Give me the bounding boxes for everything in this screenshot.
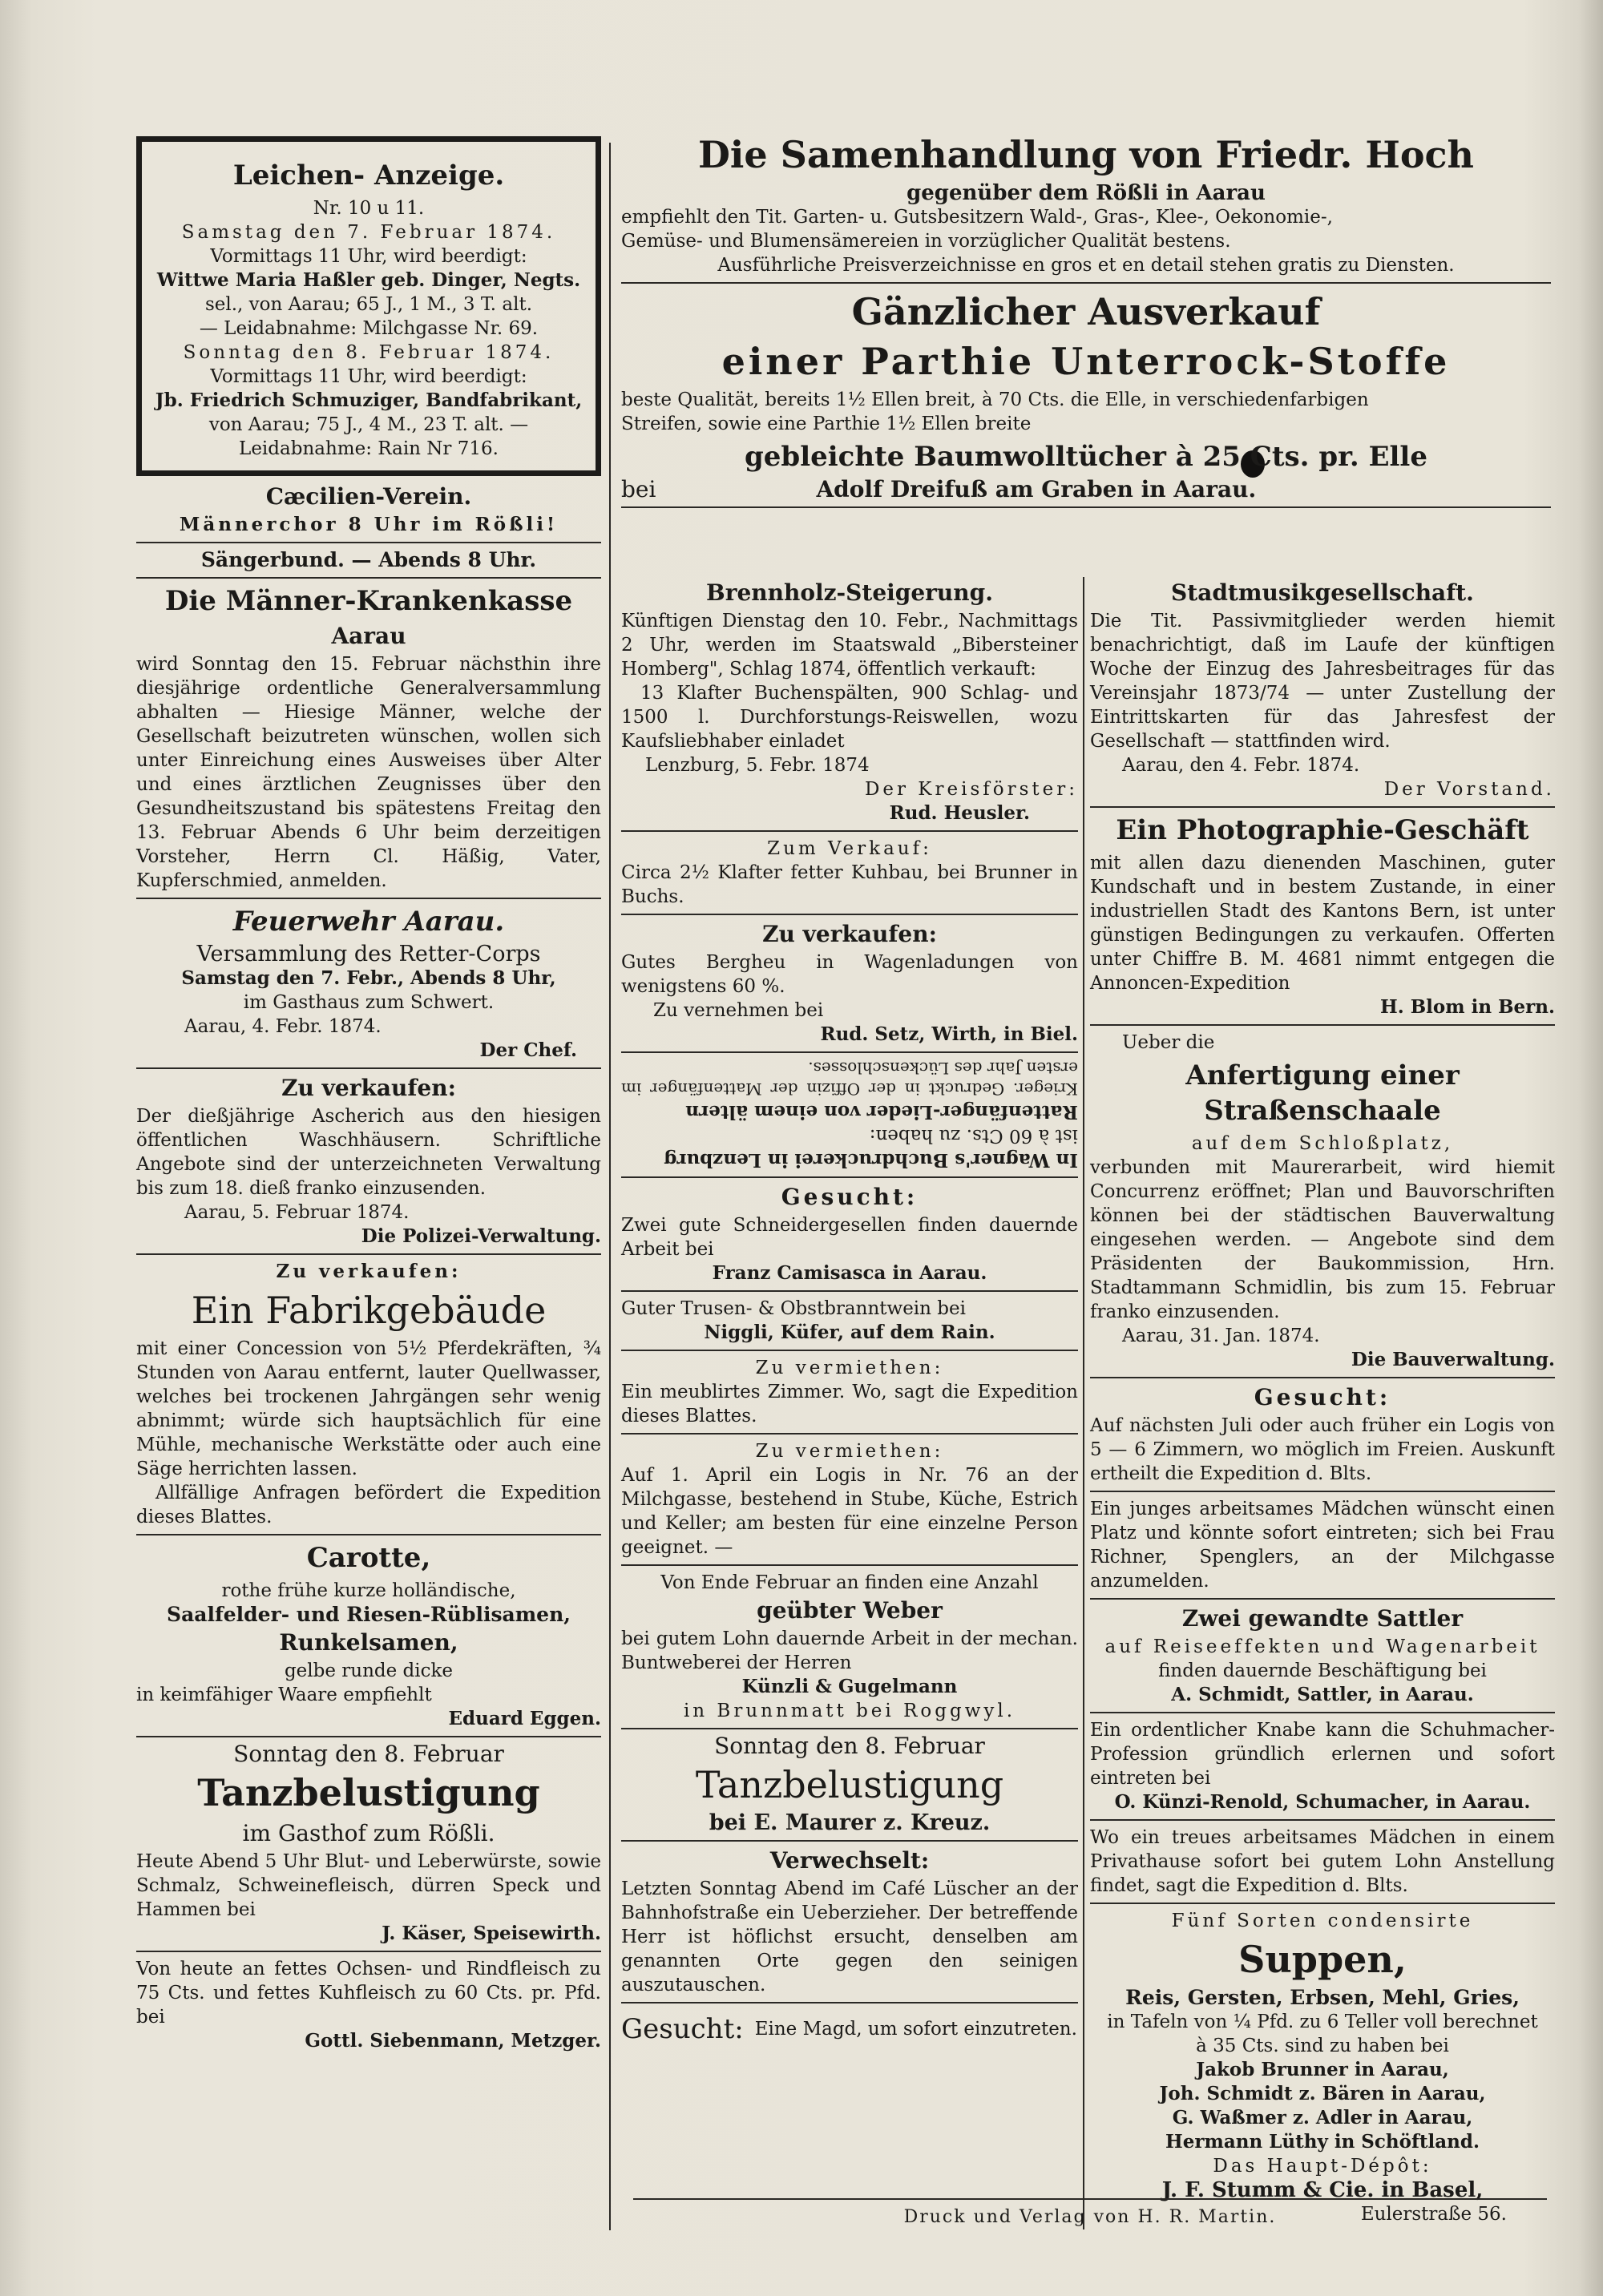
logis-ad — [621, 1439, 1078, 1560]
ausverkauf-title-1: Gänzlicher Ausverkauf — [851, 290, 1321, 333]
bergheu-signature: Rud. Setz, Wirth, in Biel. — [820, 1023, 1078, 1045]
tanz-kreuz-title: Tanzbelustigung — [695, 1763, 1004, 1806]
kuhbau-text: Circa 2½ Klafter fetter Kuhbau, bei Brunner in Buchs. — [621, 862, 1078, 907]
ascherich-date: Aarau, 5. Februar 1874. — [184, 1202, 410, 1223]
feuerwehr-line-2: Samstag den 7. Febr., Abends 8 Uhr, — [181, 967, 556, 989]
brennholz-date: Lenzburg, 5. Febr. 1874 — [645, 755, 870, 776]
funeral-date-2: Sonntag den 8. Februar 1874. — [183, 342, 555, 363]
feuerwehr-signature: Der Chef. — [479, 1039, 577, 1061]
treues-text: Wo ein treues arbeitsames Mädchen in einem Privathause sofort bei gutem Lohn Anstellung findet, sagt die Expedition d. Blts. — [1090, 1827, 1555, 1896]
suppen-address: Eulerstraße 56. — [1360, 2204, 1507, 2225]
top-wide-section — [621, 128, 1551, 513]
suppen-line-2: in Tafeln von ¼ Pfd. zu 6 Teller voll berechnet — [1107, 2012, 1538, 2032]
kuhbau-ad — [621, 837, 1078, 909]
sattler-line-2: finden dauernde Beschäftigung bei — [1158, 1660, 1487, 1681]
column-middle — [621, 577, 1078, 2053]
kuhbau-title: Zum Verkauf: — [767, 838, 932, 859]
gesucht-schneider-ad — [621, 1183, 1078, 1285]
zimmer-ad — [621, 1356, 1078, 1428]
suppen-seller-1: Jakob Brunner in Aarau, — [1196, 2059, 1449, 2080]
feuerwehr-line-1: Versammlung des Retter-Corps — [196, 942, 541, 966]
tanz-kreuz-location: bei E. Maurer z. Kreuz. — [709, 1810, 991, 1835]
maedchen-ad — [1090, 1497, 1555, 1593]
imprint: Druck und Verlag von H. R. Martin. — [903, 2207, 1277, 2227]
photo-text: mit allen dazu dienenden Maschinen, guter Kundschaft und in bestem Zustande, in einer industriellen Stadt des Kantons Bern, ist unter günstigen Bedingungen zu verkaufen. Offerten unter Chiffre B. M. 4681 nimmt entgegen die Annoncen-Expedition — [1090, 853, 1555, 994]
weber-line-1: Von Ende Februar an finden eine Anzahl — [660, 1572, 1039, 1593]
gesucht-schneider-title: Gesucht: — [781, 1184, 919, 1210]
knabe-ad — [1090, 1718, 1555, 1814]
ochsen-text: Von heute an fettes Ochsen- und Rindfleisch zu 75 Cts. und fettes Kuhfleisch zu 60 Cts. pr. Pfd. bei — [136, 1959, 601, 2028]
caecilien-title: Cæcilien-Verein. — [265, 483, 472, 510]
wagner-line-2: ist à 60 Cts. zu haben: — [869, 1125, 1078, 1146]
fabrik-ad — [136, 1260, 601, 1529]
brennholz-ad — [621, 579, 1078, 825]
ausverkauf-line-3 — [621, 478, 1551, 502]
photo-title: Ein Photographie-Geschäft — [1116, 814, 1529, 846]
strasse-pre: Ueber die — [1122, 1032, 1215, 1053]
wagner-line-3: Rattenfänger-Lieder von einem ältern — [685, 1101, 1078, 1123]
weber-line-2: bei gutem Lohn dauernde Arbeit in der mechan. Buntweberei der Herren — [621, 1628, 1078, 1673]
brennholz-signature: Rud. Heusler. — [889, 802, 1030, 824]
funeral-person-2-details: von Aarau; 75 J., 4 M., 23 T. alt. — — [208, 414, 529, 435]
photo-ad — [1090, 813, 1555, 1019]
brennholz-signature-role: Der Kreisförster: — [864, 779, 1078, 800]
funeral-time-1: Vormittags 11 Uhr, wird beerdigt: — [210, 246, 527, 267]
trusen-text: Guter Trusen- & Obstbranntwein bei — [621, 1298, 966, 1319]
weber-signature: Künzli & Gugelmann — [741, 1676, 958, 1697]
carotte-title: Carotte, — [306, 1542, 431, 1574]
ausverkauf-title-2: einer Parthie Unterrock-Stoffe — [721, 340, 1451, 383]
magd-text: Eine Magd, um sofort einzutreten. — [754, 2019, 1077, 2040]
hoch-subtitle: gegenüber dem Rößli in Aarau — [906, 181, 1266, 205]
krankenkasse-ad — [136, 583, 601, 893]
strasse-text: verbunden mit Maurerarbeit, wird hiemit Concurrenz eröffnet; Plan und Bauvorschriften können bei der städtischen Bauverwaltung eingesehen werden. — Angebote sind dem Präsidenten der Baukommission, Hrn. Stadtammann Schmidlin, bis zum 15. Februar franko einzusenden. — [1090, 1157, 1555, 1322]
column-rule-left — [609, 143, 611, 2230]
ascherich-title: Zu verkaufen: — [281, 1075, 456, 1101]
ausverkauf-title-3: gebleichte Baumwolltücher à 25 Cts. pr. Elle — [745, 441, 1427, 473]
funeral-date-1: Samstag den 7. Februar 1874. — [181, 222, 556, 243]
hoch-line-2: Gemüse- und Blumensämereien in vorzüglicher Qualität bestens. — [621, 231, 1231, 252]
column-left — [136, 136, 601, 2056]
suppen-pre: Fünf Sorten condensirte — [1171, 1911, 1474, 1931]
sattler-signature: A. Schmidt, Sattler, in Aarau. — [1171, 1684, 1474, 1705]
suppen-line-1: Reis, Gersten, Erbsen, Mehl, Gries, — [1125, 1986, 1520, 2009]
wagner-line-4: Krieger. Gedruckt in der Offizin der Mattenfänger im ersten Jahr des Lückenschlosses. — [621, 1059, 1078, 1099]
tanz-roessli-signature: J. Käser, Speisewirth. — [382, 1923, 601, 1944]
hoch-line-1: empfiehlt den Tit. Garten- u. Gutsbesitzern Wald-, Gras-, Klee-, Oekonomie-, — [621, 207, 1333, 228]
funeral-person-1-details: sel., von Aarau; 65 J., 1 M., 3 T. alt. — [204, 294, 533, 315]
suppen-line-3: à 35 Cts. sind zu haben bei — [1196, 2036, 1449, 2056]
suppen-depot: Das Haupt-Dépôt: — [1213, 2156, 1432, 2177]
funeral-person-1: Wittwe Maria Haßler geb. Dinger, Negts. — [156, 269, 581, 291]
suppen-seller-3: G. Waßmer z. Adler in Aarau, — [1172, 2107, 1473, 2129]
column-right — [1090, 577, 1555, 2229]
zimmer-title: Zu vermiethen: — [755, 1358, 944, 1378]
ascherich-signature: Die Polizei-Verwaltung. — [361, 1225, 601, 1247]
carotte-ad — [136, 1540, 601, 1731]
fabrik-text: mit einer Concession von 5½ Pferdekräften, ¾ Stunden von Aarau entfernt, lauter Quellwasser, welches bei trockenen Jahrgängen sehr wenig abnimmt; würde sich hauptsächlich für eine Mühle, mechanische Werkstätte oder auch eine Säge herrichten lassen. — [136, 1338, 601, 1479]
tanz-roessli-ad — [136, 1742, 601, 1946]
footer-rule — [633, 2198, 1547, 2200]
ascherich-ad — [136, 1074, 601, 1249]
stadtmusik-signature: Der Vorstand. — [1383, 779, 1555, 800]
trusen-signature: Niggli, Küfer, auf dem Rain. — [704, 1322, 995, 1343]
treues-ad — [1090, 1826, 1555, 1898]
hoch-ad — [621, 131, 1551, 277]
weber-ad — [621, 1571, 1078, 1723]
ochsen-signature: Gottl. Siebenmann, Metzger. — [305, 2030, 601, 2052]
tanz-kreuz-ad — [621, 1734, 1078, 1835]
krankenkasse-title: Die Männer-Krankenkasse — [164, 585, 573, 617]
gesucht-schneider-text: Zwei gute Schneidergesellen finden dauernde Arbeit bei — [621, 1215, 1078, 1260]
strasse-title: Anfertigung einer Straßenschaale — [1185, 1059, 1460, 1127]
wagner-line-1: In Wagner's Buchdruckerei in Lenzburg — [664, 1149, 1078, 1171]
funeral-time-2: Vormittags 11 Uhr, wird beerdigt: — [210, 366, 527, 387]
gesucht-logis-text: Auf nächsten Juli oder auch früher ein Logis von 5 — 6 Zimmern, wo möglich im Freien. Auskunft ertheilt die Expedition d. Blts. — [1090, 1415, 1555, 1484]
stadtmusik-ad — [1090, 579, 1555, 801]
ausverkauf-line-2: Streifen, sowie eine Parthie 1½ Ellen breite — [621, 414, 1032, 434]
bergheu-ad — [621, 920, 1078, 1047]
ochsen-ad — [136, 1957, 601, 2053]
tanz-roessli-location: im Gasthof zum Rößli. — [242, 1820, 495, 1846]
carotte-line-4: gelbe runde dicke — [284, 1660, 454, 1681]
tanz-roessli-date: Sonntag den 8. Februar — [233, 1741, 504, 1767]
saengerbund-ad: Sängerbund. — Abends 8 Uhr. — [200, 548, 537, 571]
feuerwehr-line-3: im Gasthaus zum Schwert. — [243, 992, 495, 1013]
trusen-ad — [621, 1297, 1078, 1345]
carotte-line-5: in keimfähiger Waare empfiehlt — [136, 1685, 432, 1705]
bergheu-title: Zu verkaufen: — [762, 921, 937, 947]
feuerwehr-ad — [136, 904, 601, 1063]
strasse-signature: Die Bauverwaltung. — [1351, 1349, 1555, 1370]
funeral-person-2: Jb. Friedrich Schmuziger, Bandfabrikant, — [155, 389, 583, 411]
stadtmusik-date: Aarau, den 4. Febr. 1874. — [1122, 755, 1360, 776]
wagner-ad-upside-down — [621, 1058, 1078, 1172]
zimmer-text: Ein meublirtes Zimmer. Wo, sagt die Expedition dieses Blattes. — [621, 1382, 1078, 1426]
ascherich-text: Der dießjährige Ascherich aus den hiesigen öffentlichen Waschhäusern. Schriftliche Angebote sind der unterzeichneten Verwaltung bis zum 18. dieß franko einzusenden. — [136, 1106, 601, 1199]
suppen-ad — [1090, 1909, 1555, 2226]
suppen-seller-2: Joh. Schmidt z. Bären in Aarau, — [1159, 2083, 1486, 2104]
magd-ad — [621, 2008, 1078, 2050]
carotte-signature: Eduard Eggen. — [448, 1708, 601, 1729]
ausverkauf-ad — [621, 289, 1551, 502]
suppen-seller-4: Hermann Lüthy in Schöftland. — [1165, 2131, 1480, 2153]
bergheu-text: Gutes Bergheu in Wagenladungen von wenigstens 60 %. — [621, 952, 1078, 997]
stadtmusik-text: Die Tit. Passivmitglieder werden hiemit benachrichtigt, daß im Laufe der künftigen Woche der Einzug des Jahresbeitrages für das Vereinsjahr 1873/74 — unter Zustellung der Eintrittskarten für das Jahresfest der Gesellschaft — stattfinden wird. — [1090, 611, 1555, 752]
brennholz-text: Künftigen Dienstag den 10. Febr., Nachmittags 2 Uhr, werden im Staatswald „Bibersteiner Homberg", Schlag 1874, öffentlich verkauft: — [621, 611, 1078, 680]
suppen-signature: J. F. Stumm & Cie. in Basel, — [1161, 2178, 1484, 2202]
maedchen-text: Ein junges arbeitsames Mädchen wünscht einen Platz und könnte sofort eintreten; sich bei Frau Richner, Spenglers, an der Milchgasse anzumelden. — [1090, 1499, 1555, 1592]
feuerwehr-date: Aarau, 4. Febr. 1874. — [184, 1016, 382, 1037]
bergheu-text-2: Zu vernehmen bei — [653, 1000, 824, 1021]
funeral-person-1-address: — Leidabnahme: Milchgasse Nr. 69. — [199, 318, 539, 339]
fabrik-pre: Zu verkaufen: — [276, 1261, 462, 1282]
gesucht-logis-ad — [1090, 1383, 1555, 1486]
brennholz-text-2: 13 Klafter Buchenspälten, 900 Schlag- und 1500 l. Durchforstungs-Reiswellen, wozu Kaufsliebhaber einladet — [621, 683, 1078, 752]
verwechselt-text: Letzten Sonntag Abend im Café Lüscher an der Bahnhofstraße ein Ueberzieher. Der betreffende Herr ist höflichst ersucht, denselben am genannten Orte gegen den seinigen auszutauschen. — [621, 1878, 1078, 1995]
fabrik-text-2: Allfällige Anfragen befördert die Expedition dieses Blattes. — [136, 1483, 601, 1527]
ausverkauf-line-1: beste Qualität, bereits 1½ Ellen breit, à 70 Cts. die Elle, in verschiedenfarbigen — [621, 389, 1369, 410]
gesucht-schneider-signature: Franz Camisasca in Aarau. — [712, 1262, 987, 1284]
krankenkasse-text: wird Sonntag den 15. Februar nächsthin ihre diesjährige ordentliche Generalversammlung abhalten — Hiesige Männer, welche der Gesellschaft beizutreten wünschen, wollen sich unter Einreichung eines Ausweises über Alter und eines ärztlichen Zeugnisses über den Gesundheitszustand bis spätestens Freitag den 13. Februar Abends 6 Uhr beim derzeitigen Vorsteher, Herrn Cl. Häßig, Vater, Kupferschmied, anmelden. — [136, 654, 601, 891]
weber-title: geübter Weber — [757, 1597, 943, 1624]
feuerwehr-title: Feuerwehr Aarau. — [232, 906, 505, 938]
column-rule-right — [1083, 577, 1084, 2229]
carotte-line-2: Saalfelder- und Riesen-Rüblisamen, — [167, 1603, 571, 1626]
sattler-ad — [1090, 1604, 1555, 1707]
logis-text: Auf 1. April ein Logis in Nr. 76 an der Milchgasse, bestehend in Stube, Küche, Estrich und Keller; am besten für eine einzelne Person geeignet. — — [621, 1465, 1078, 1558]
hoch-title: Die Samenhandlung von Friedr. Hoch — [698, 133, 1474, 176]
knabe-text: Ein ordentlicher Knabe kann die Schuhmacher-Profession gründlich erlernen und sofort eintreten bei — [1090, 1720, 1555, 1789]
strasse-date: Aarau, 31. Jan. 1874. — [1122, 1326, 1320, 1346]
carotte-line-1: rothe frühe kurze holländische, — [221, 1580, 516, 1601]
gesucht-logis-title: Gesucht: — [1254, 1384, 1391, 1410]
sattler-line-1: auf Reiseeffekten und Wagenarbeit — [1104, 1636, 1540, 1657]
funeral-number: Nr. 10 u 11. — [313, 198, 425, 219]
caecilien-ad — [136, 482, 601, 537]
sattler-title: Zwei gewandte Sattler — [1181, 1605, 1464, 1632]
strasse-ad — [1090, 1031, 1555, 1372]
tanz-roessli-title: Tanzbelustigung — [197, 1771, 540, 1814]
krankenkasse-place: Aarau — [331, 623, 406, 649]
brennholz-title: Brennholz-Steigerung. — [706, 579, 993, 606]
caecilien-line: Männerchor 8 Uhr im Rößli! — [179, 514, 559, 535]
verwechselt-ad — [621, 1846, 1078, 1997]
funeral-title: Leichen- Anzeige. — [232, 159, 505, 192]
funeral-notice — [136, 136, 601, 476]
ausverkauf-seller: Adolf Dreifuß am Graben in Aarau. — [816, 476, 1257, 502]
weber-location: in Brunnmatt bei Roggwyl. — [683, 1701, 1016, 1721]
tanz-roessli-text: Heute Abend 5 Uhr Blut- und Leberwürste, sowie Schmalz, Schweinefleisch, dürren Speck und Hammen bei — [136, 1851, 601, 1920]
fabrik-title: Ein Fabrikgebäude — [191, 1289, 547, 1332]
strasse-line-1: auf dem Schloßplatz, — [1191, 1133, 1454, 1154]
stadtmusik-title: Stadtmusikgesellschaft. — [1171, 579, 1474, 606]
tanz-kreuz-date: Sonntag den 8. Februar — [714, 1733, 985, 1759]
hoch-line-3: Ausführliche Preisverzeichnisse en gros et en detail stehen gratis zu Diensten. — [717, 255, 1455, 276]
suppen-title: Suppen, — [1238, 1938, 1407, 1981]
knabe-signature: O. Künzi-Renold, Schumacher, in Aarau. — [1114, 1791, 1531, 1813]
funeral-person-2-address: Leidabnahme: Rain Nr 716. — [239, 438, 499, 459]
photo-signature: H. Blom in Bern. — [1380, 996, 1555, 1018]
carotte-line-3: Runkelsamen, — [279, 1629, 458, 1656]
ausverkauf-bei: bei — [621, 476, 656, 502]
verwechselt-title: Verwechselt: — [769, 1847, 930, 1874]
logis-title: Zu vermiethen: — [755, 1441, 944, 1462]
magd-title: Gesucht: — [621, 2013, 744, 2045]
